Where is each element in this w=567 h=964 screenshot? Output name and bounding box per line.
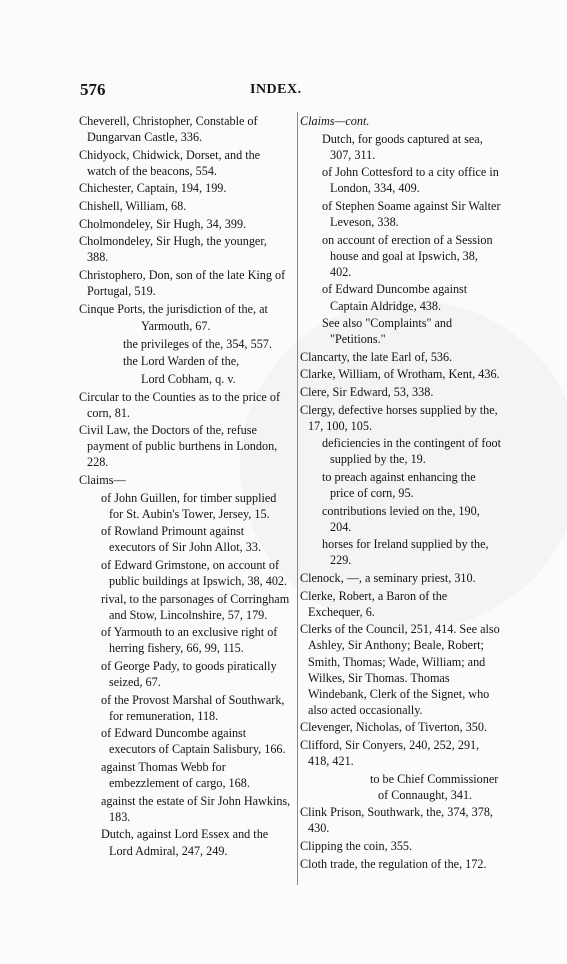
- index-entry: Clerke, Robert, a Baron of the Exchequer, 6.: [300, 588, 448, 619]
- index-entry: the privileges of the, 354, 557.: [123, 336, 272, 351]
- index-entry: of Yarmouth to an exclusive right of herring fishery, 66, 99, 115.: [101, 625, 278, 656]
- index-entry: to preach against enhancing the price of corn, 95.: [322, 469, 476, 501]
- index-entry: of John Guillen, for timber supplied for St. Aubin's Tower, Jersey, 15.: [101, 490, 277, 521]
- index-entry: Civil Law, the Doctors of the, refuse payment of public burthens in London, 228.: [79, 423, 278, 470]
- index-entry: Chichester, Captain, 194, 199.: [79, 181, 227, 196]
- index-entry: Cheverell, Christopher, Constable of Dungarvan Castle, 336.: [79, 114, 258, 145]
- index-entry: Dutch, for goods captured at sea, 307, 311.: [322, 131, 483, 162]
- index-entry: Clergy, defective horses supplied by the, 17, 100, 105.: [300, 402, 498, 433]
- index-entry: Clancarty, the late Earl of, 536.: [300, 349, 453, 364]
- index-entry: Claims—: [79, 472, 126, 487]
- index-entry: rival, to the parsonages of Corringham and Stow, Lincolnshire, 57, 179.: [101, 591, 290, 622]
- index-entry: Claims—cont.: [300, 114, 370, 128]
- index-entry: Circular to the Counties as to the price of corn, 81.: [79, 389, 281, 420]
- index-entry: against Thomas Webb for embezzlement of cargo, 168.: [101, 760, 250, 791]
- index-entry: Cholmondeley, Sir Hugh, 34, 399.: [79, 216, 247, 231]
- index-entry: Chishell, William, 68.: [79, 198, 187, 213]
- index-entry: Christophero, Don, son of the late King of Portugal, 519.: [79, 267, 286, 298]
- index-entry: Lord Cobham, q. v.: [141, 371, 236, 386]
- index-entry: against the estate of Sir John Hawkins, 183.: [101, 793, 291, 824]
- index-column-left: [79, 113, 291, 860]
- index-entry: deficiencies in the contingent of foot supplied by the, 19.: [322, 436, 502, 467]
- page-number: 576: [80, 80, 106, 99]
- index-entry: Dutch, against Lord Essex and the Lord Admiral, 247, 249.: [101, 827, 269, 858]
- index-entry: See also "Complaints" and "Petitions.": [322, 316, 453, 347]
- index-entry: Cinque Ports, the jurisdiction of the, at: [79, 301, 268, 316]
- index-entry: Cloth trade, the regulation of the, 172.: [300, 856, 487, 871]
- index-entry: Clere, Sir Edward, 53, 338.: [300, 385, 434, 399]
- index-entry: Clifford, Sir Conyers, 240, 252, 291, 418, 421.: [300, 737, 480, 769]
- index-entry: of Rowland Primount against executors of Sir John Allot, 33.: [101, 524, 261, 555]
- index-entry: Chidyock, Chidwick, Dorset, and the watch of the beacons, 554.: [79, 147, 261, 178]
- index-entry: Clarke, William, of Wrotham, Kent, 436.: [300, 367, 500, 382]
- index-entry: contributions levied on the, 190, 204.: [322, 503, 480, 534]
- index-entry: to be Chief Commissioner of Connaught, 341.: [370, 771, 499, 802]
- index-entry: Clenock, —, a seminary priest, 310.: [300, 571, 476, 586]
- index-entry: Yarmouth, 67.: [141, 319, 211, 334]
- index-entry: of Edward Duncombe against Captain Aldridge, 438.: [322, 282, 468, 313]
- index-entry: of John Cottesford to a city office in London, 334, 409.: [322, 165, 499, 196]
- index-entry: of George Pady, to goods piratically seized, 67.: [101, 659, 277, 690]
- column-divider: [297, 112, 298, 885]
- index-entry: Clevenger, Nicholas, of Tiverton, 350.: [300, 720, 488, 735]
- index-entry: the Lord Warden of the,: [123, 354, 240, 369]
- index-entry: of the Provost Marshal of Southwark, for remuneration, 118.: [101, 692, 285, 723]
- index-entry: Cholmondeley, Sir Hugh, the younger, 388.: [79, 234, 267, 265]
- index-column-right: [300, 113, 502, 873]
- index-entry: of Edward Grimstone, on account of public buildings at Ipswich, 38, 402.: [101, 557, 288, 589]
- index-entry: Clink Prison, Southwark, the, 374, 378, 430.: [300, 805, 493, 836]
- index-entry: on account of erection of a Session house and goal at Ipswich, 38, 402.: [322, 232, 493, 279]
- index-entry: horses for Ireland supplied by the, 229.: [322, 537, 489, 568]
- index-entry: of Stephen Soame against Sir Walter Leveson, 338.: [322, 198, 501, 230]
- index-entry: Clipping the coin, 355.: [300, 839, 413, 854]
- running-head: INDEX.: [250, 82, 302, 97]
- index-entry: Clerks of the Council, 251, 414. See also Ashley, Sir Anthony; Beale, Robert; Smith, Thomas; Wade, William; and Wilkes, Sir Thomas. Thomas Windebank, Clerk of the Signet, who also acted occasionally.: [300, 622, 500, 717]
- index-entry: of Edward Duncombe against executors of Captain Salisbury, 166.: [101, 726, 286, 757]
